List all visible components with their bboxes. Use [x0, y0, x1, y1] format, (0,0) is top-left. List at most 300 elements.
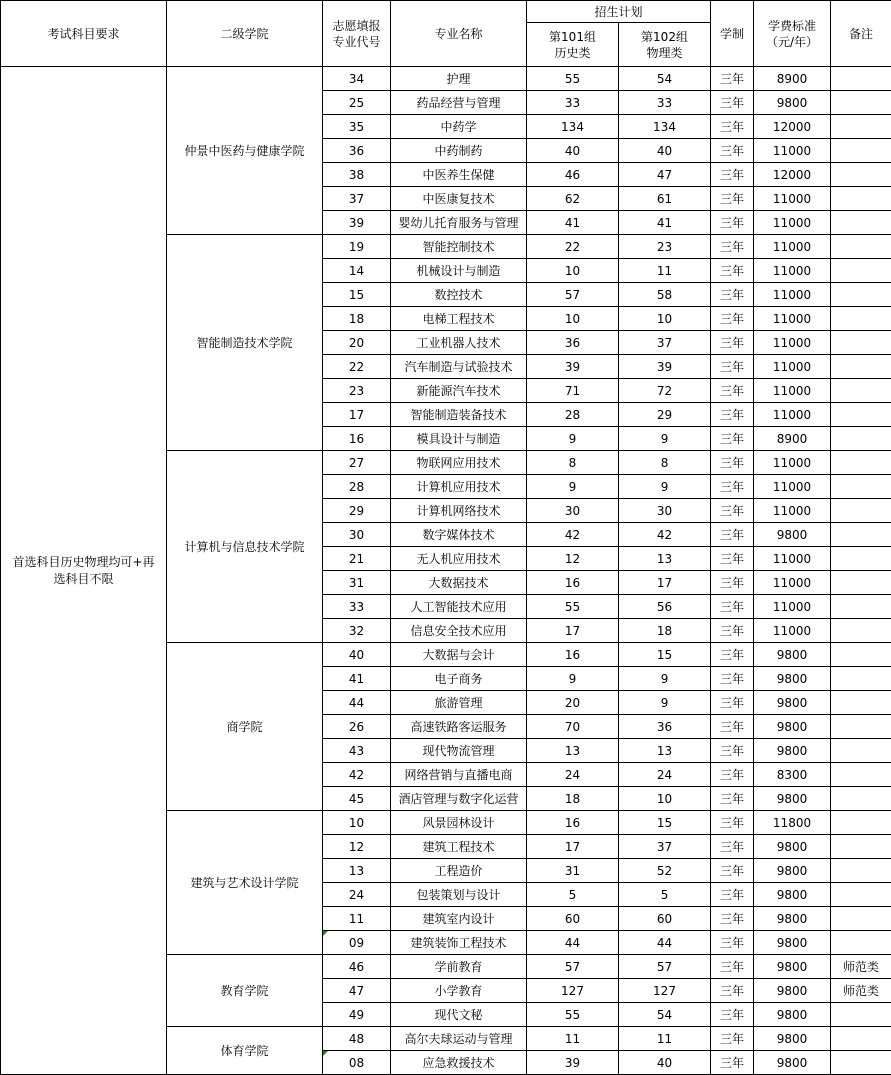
quota-physics-cell: 15 [619, 643, 711, 667]
tuition-fee-cell: 11000 [754, 595, 831, 619]
tuition-fee-cell: 9800 [754, 643, 831, 667]
quota-history-cell: 42 [527, 523, 619, 547]
tuition-fee-cell: 11000 [754, 499, 831, 523]
header-code-line2: 专业代号 [332, 35, 380, 49]
major-name-cell: 高尔夫球运动与管理 [391, 1027, 527, 1051]
header-g102-line2: 物理类 [647, 46, 683, 60]
note-cell: 师范类 [831, 955, 891, 979]
major-name-cell: 网络营销与直播电商 [391, 763, 527, 787]
tuition-fee-cell: 9800 [754, 91, 831, 115]
duration-cell: 三年 [711, 451, 754, 475]
major-code-cell: 46 [323, 955, 391, 979]
quota-history-cell: 9 [527, 475, 619, 499]
quota-physics-cell: 9 [619, 427, 711, 451]
table-header [1, 1, 891, 67]
quota-physics-cell: 58 [619, 283, 711, 307]
major-name-cell: 风景园林设计 [391, 811, 527, 835]
duration-cell: 三年 [711, 211, 754, 235]
note-cell [831, 547, 891, 571]
quota-history-cell: 41 [527, 211, 619, 235]
note-cell [831, 187, 891, 211]
major-name-cell: 信息安全技术应用 [391, 619, 527, 643]
duration-cell: 三年 [711, 547, 754, 571]
header-g101-line2: 历史类 [554, 46, 590, 60]
tuition-fee-cell: 9800 [754, 907, 831, 931]
major-name-cell: 酒店管理与数字化运营 [391, 787, 527, 811]
quota-physics-cell: 9 [619, 475, 711, 499]
header-group-102 [619, 23, 711, 67]
quota-history-cell: 55 [527, 67, 619, 91]
quota-physics-cell: 17 [619, 571, 711, 595]
college-cell: 智能制造技术学院 [167, 235, 323, 451]
note-cell [831, 523, 891, 547]
major-name-cell: 建筑工程技术 [391, 835, 527, 859]
tuition-fee-cell: 9800 [754, 931, 831, 955]
duration-cell: 三年 [711, 595, 754, 619]
comment-flag-icon [323, 931, 328, 936]
major-name-cell: 中药制药 [391, 139, 527, 163]
note-cell [831, 307, 891, 331]
quota-history-cell: 9 [527, 667, 619, 691]
header-plan: 招生计划 [527, 1, 711, 23]
header-fee [754, 1, 831, 67]
duration-cell: 三年 [711, 811, 754, 835]
major-name-cell: 药品经营与管理 [391, 91, 527, 115]
duration-cell: 三年 [711, 67, 754, 91]
tuition-fee-cell: 11000 [754, 547, 831, 571]
major-name-cell: 包装策划与设计 [391, 883, 527, 907]
quota-physics-cell: 40 [619, 139, 711, 163]
duration-cell: 三年 [711, 619, 754, 643]
header-fee-line2: （元/年） [766, 35, 818, 49]
quota-history-cell: 60 [527, 907, 619, 931]
duration-cell: 三年 [711, 691, 754, 715]
major-code-cell [323, 931, 391, 955]
duration-cell: 三年 [711, 955, 754, 979]
quota-physics-cell: 42 [619, 523, 711, 547]
tuition-fee-cell: 11000 [754, 139, 831, 163]
major-name-cell: 模具设计与制造 [391, 427, 527, 451]
quota-history-cell: 30 [527, 499, 619, 523]
tuition-fee-cell: 9800 [754, 979, 831, 1003]
college-cell: 教育学院 [167, 955, 323, 1027]
duration-cell: 三年 [711, 571, 754, 595]
note-cell [831, 115, 891, 139]
tuition-fee-cell: 11000 [754, 307, 831, 331]
header-code [323, 1, 391, 67]
tuition-fee-cell: 11000 [754, 211, 831, 235]
quota-physics-cell: 10 [619, 307, 711, 331]
header-fee-line1: 学费标准 [768, 19, 816, 33]
quota-physics-cell: 9 [619, 691, 711, 715]
tuition-fee-cell: 9800 [754, 523, 831, 547]
major-code-text: 09 [349, 936, 364, 950]
tuition-fee-cell: 9800 [754, 787, 831, 811]
quota-physics-cell: 54 [619, 1003, 711, 1027]
tuition-fee-cell: 11000 [754, 259, 831, 283]
quota-physics-cell: 23 [619, 235, 711, 259]
quota-physics-cell: 9 [619, 667, 711, 691]
note-cell [831, 379, 891, 403]
note-cell [831, 259, 891, 283]
quota-physics-cell: 60 [619, 907, 711, 931]
tuition-fee-cell: 11000 [754, 475, 831, 499]
tuition-fee-cell: 11000 [754, 355, 831, 379]
tuition-fee-cell: 11000 [754, 235, 831, 259]
note-cell [831, 907, 891, 931]
note-cell [831, 1051, 891, 1075]
note-cell [831, 931, 891, 955]
major-name-cell: 数控技术 [391, 283, 527, 307]
note-cell [831, 643, 891, 667]
note-cell [831, 859, 891, 883]
quota-physics-cell: 52 [619, 859, 711, 883]
note-cell [831, 283, 891, 307]
note-cell [831, 1003, 891, 1027]
quota-history-cell: 16 [527, 643, 619, 667]
duration-cell: 三年 [711, 859, 754, 883]
major-code-cell: 38 [323, 163, 391, 187]
college-cell: 体育学院 [167, 1027, 323, 1075]
quota-physics-cell: 11 [619, 1027, 711, 1051]
major-name-cell: 电梯工程技术 [391, 307, 527, 331]
duration-cell: 三年 [711, 499, 754, 523]
tuition-fee-cell: 9800 [754, 883, 831, 907]
quota-history-cell: 39 [527, 1051, 619, 1075]
header-college: 二级学院 [167, 1, 323, 67]
table-row [1, 67, 891, 91]
duration-cell: 三年 [711, 763, 754, 787]
major-name-cell: 新能源汽车技术 [391, 379, 527, 403]
tuition-fee-cell: 11000 [754, 619, 831, 643]
major-code-cell: 39 [323, 211, 391, 235]
major-code-cell: 49 [323, 1003, 391, 1027]
major-name-cell: 高速铁路客运服务 [391, 715, 527, 739]
duration-cell: 三年 [711, 1051, 754, 1075]
duration-cell: 三年 [711, 259, 754, 283]
tuition-fee-cell: 9800 [754, 1027, 831, 1051]
header-duration: 学制 [711, 1, 754, 67]
duration-cell: 三年 [711, 427, 754, 451]
quota-history-cell: 39 [527, 355, 619, 379]
tuition-fee-cell: 11000 [754, 331, 831, 355]
quota-history-cell: 10 [527, 307, 619, 331]
major-code-cell: 13 [323, 859, 391, 883]
duration-cell: 三年 [711, 475, 754, 499]
major-name-cell: 现代文秘 [391, 1003, 527, 1027]
duration-cell: 三年 [711, 523, 754, 547]
duration-cell: 三年 [711, 139, 754, 163]
major-code-cell: 26 [323, 715, 391, 739]
quota-history-cell: 57 [527, 955, 619, 979]
major-name-cell: 中药学 [391, 115, 527, 139]
tuition-fee-cell: 8900 [754, 427, 831, 451]
duration-cell: 三年 [711, 907, 754, 931]
note-cell: 师范类 [831, 979, 891, 1003]
duration-cell: 三年 [711, 403, 754, 427]
quota-physics-cell: 40 [619, 1051, 711, 1075]
major-code-cell: 32 [323, 619, 391, 643]
duration-cell: 三年 [711, 1003, 754, 1027]
major-name-cell: 旅游管理 [391, 691, 527, 715]
note-cell [831, 499, 891, 523]
tuition-fee-cell: 9800 [754, 739, 831, 763]
note-cell [831, 619, 891, 643]
quota-history-cell: 9 [527, 427, 619, 451]
major-name-cell: 学前教育 [391, 955, 527, 979]
quota-history-cell: 40 [527, 139, 619, 163]
quota-physics-cell: 5 [619, 883, 711, 907]
header-code-line1: 志愿填报 [332, 19, 380, 33]
quota-physics-cell: 33 [619, 91, 711, 115]
quota-history-cell: 33 [527, 91, 619, 115]
tuition-fee-cell: 9800 [754, 859, 831, 883]
tuition-fee-cell: 9800 [754, 1051, 831, 1075]
major-name-cell: 建筑室内设计 [391, 907, 527, 931]
college-cell: 计算机与信息技术学院 [167, 451, 323, 643]
tuition-fee-cell: 9800 [754, 955, 831, 979]
quota-history-cell: 5 [527, 883, 619, 907]
note-cell [831, 595, 891, 619]
major-code-cell: 27 [323, 451, 391, 475]
note-cell [831, 739, 891, 763]
quota-physics-cell: 18 [619, 619, 711, 643]
quota-physics-cell: 24 [619, 763, 711, 787]
quota-physics-cell: 54 [619, 67, 711, 91]
duration-cell: 三年 [711, 931, 754, 955]
quota-physics-cell: 13 [619, 547, 711, 571]
major-name-cell: 工程造价 [391, 859, 527, 883]
quota-history-cell: 28 [527, 403, 619, 427]
major-name-cell: 机械设计与制造 [391, 259, 527, 283]
major-name-cell: 现代物流管理 [391, 739, 527, 763]
tuition-fee-cell: 8900 [754, 67, 831, 91]
duration-cell: 三年 [711, 307, 754, 331]
tuition-fee-cell: 9800 [754, 667, 831, 691]
tuition-fee-cell: 11000 [754, 379, 831, 403]
major-code-cell: 44 [323, 691, 391, 715]
quota-physics-cell: 15 [619, 811, 711, 835]
quota-physics-cell: 10 [619, 787, 711, 811]
college-cell: 商学院 [167, 643, 323, 811]
major-name-cell: 工业机器人技术 [391, 331, 527, 355]
major-code-cell: 28 [323, 475, 391, 499]
tuition-fee-cell: 11000 [754, 571, 831, 595]
duration-cell: 三年 [711, 835, 754, 859]
tuition-fee-cell: 11000 [754, 451, 831, 475]
tuition-fee-cell: 9800 [754, 691, 831, 715]
major-name-cell: 无人机应用技术 [391, 547, 527, 571]
major-code-cell: 15 [323, 283, 391, 307]
note-cell [831, 787, 891, 811]
duration-cell: 三年 [711, 739, 754, 763]
quota-history-cell: 134 [527, 115, 619, 139]
major-code-text: 08 [349, 1056, 364, 1070]
quota-history-cell: 16 [527, 571, 619, 595]
quota-physics-cell: 8 [619, 451, 711, 475]
major-code-cell: 23 [323, 379, 391, 403]
header-requirement: 考试科目要求 [1, 1, 167, 67]
quota-physics-cell: 134 [619, 115, 711, 139]
note-cell [831, 763, 891, 787]
quota-physics-cell: 39 [619, 355, 711, 379]
quota-history-cell: 22 [527, 235, 619, 259]
quota-history-cell: 55 [527, 595, 619, 619]
quota-history-cell: 57 [527, 283, 619, 307]
major-code-cell: 48 [323, 1027, 391, 1051]
quota-history-cell: 8 [527, 451, 619, 475]
major-code-cell: 43 [323, 739, 391, 763]
major-code-cell: 42 [323, 763, 391, 787]
quota-history-cell: 36 [527, 331, 619, 355]
quota-history-cell: 24 [527, 763, 619, 787]
quota-physics-cell: 29 [619, 403, 711, 427]
major-code-cell: 12 [323, 835, 391, 859]
major-code-cell: 47 [323, 979, 391, 1003]
note-cell [831, 883, 891, 907]
quota-physics-cell: 41 [619, 211, 711, 235]
major-code-cell: 31 [323, 571, 391, 595]
duration-cell: 三年 [711, 331, 754, 355]
header-g102-line1: 第102组 [641, 30, 688, 44]
note-cell [831, 403, 891, 427]
major-code-cell: 18 [323, 307, 391, 331]
major-name-cell: 计算机应用技术 [391, 475, 527, 499]
major-name-cell: 建筑装饰工程技术 [391, 931, 527, 955]
note-cell [831, 811, 891, 835]
quota-history-cell: 16 [527, 811, 619, 835]
header-g101-line1: 第101组 [549, 30, 596, 44]
major-code-cell: 41 [323, 667, 391, 691]
quota-history-cell: 44 [527, 931, 619, 955]
tuition-fee-cell: 11000 [754, 187, 831, 211]
note-cell [831, 571, 891, 595]
header-note: 备注 [831, 1, 891, 67]
note-cell [831, 331, 891, 355]
duration-cell: 三年 [711, 979, 754, 1003]
major-name-cell: 数字媒体技术 [391, 523, 527, 547]
note-cell [831, 835, 891, 859]
quota-physics-cell: 56 [619, 595, 711, 619]
quota-history-cell: 12 [527, 547, 619, 571]
quota-physics-cell: 61 [619, 187, 711, 211]
major-name-cell: 护理 [391, 67, 527, 91]
major-name-cell: 中医养生保健 [391, 163, 527, 187]
duration-cell: 三年 [711, 91, 754, 115]
tuition-fee-cell: 9800 [754, 835, 831, 859]
major-name-cell: 婴幼儿托育服务与管理 [391, 211, 527, 235]
tuition-fee-cell: 12000 [754, 163, 831, 187]
major-code-cell: 14 [323, 259, 391, 283]
duration-cell: 三年 [711, 235, 754, 259]
major-code-cell: 17 [323, 403, 391, 427]
quota-history-cell: 20 [527, 691, 619, 715]
duration-cell: 三年 [711, 883, 754, 907]
quota-history-cell: 17 [527, 619, 619, 643]
duration-cell: 三年 [711, 283, 754, 307]
quota-history-cell: 62 [527, 187, 619, 211]
duration-cell: 三年 [711, 187, 754, 211]
comment-flag-icon [323, 1051, 328, 1056]
note-cell [831, 1027, 891, 1051]
note-cell [831, 211, 891, 235]
duration-cell: 三年 [711, 787, 754, 811]
quota-physics-cell: 13 [619, 739, 711, 763]
major-code-cell: 11 [323, 907, 391, 931]
tuition-fee-cell: 8300 [754, 763, 831, 787]
quota-physics-cell: 37 [619, 835, 711, 859]
major-code-cell: 22 [323, 355, 391, 379]
major-name-cell: 汽车制造与试验技术 [391, 355, 527, 379]
quota-physics-cell: 30 [619, 499, 711, 523]
duration-cell: 三年 [711, 667, 754, 691]
major-name-cell: 物联网应用技术 [391, 451, 527, 475]
college-cell: 仲景中医药与健康学院 [167, 67, 323, 235]
major-code-cell: 37 [323, 187, 391, 211]
duration-cell: 三年 [711, 115, 754, 139]
duration-cell: 三年 [711, 715, 754, 739]
major-name-cell: 智能控制技术 [391, 235, 527, 259]
quota-history-cell: 13 [527, 739, 619, 763]
duration-cell: 三年 [711, 379, 754, 403]
table-body [1, 67, 891, 1075]
note-cell [831, 163, 891, 187]
requirement-cell: 首选科目历史物理均可+再选科目不限 [1, 67, 167, 1075]
major-name-cell: 大数据技术 [391, 571, 527, 595]
note-cell [831, 355, 891, 379]
quota-physics-cell: 11 [619, 259, 711, 283]
major-name-cell: 计算机网络技术 [391, 499, 527, 523]
quota-history-cell: 11 [527, 1027, 619, 1051]
header-major: 专业名称 [391, 1, 527, 67]
major-code-cell: 34 [323, 67, 391, 91]
major-code-cell: 36 [323, 139, 391, 163]
tuition-fee-cell: 11000 [754, 283, 831, 307]
major-code-cell: 21 [323, 547, 391, 571]
note-cell [831, 235, 891, 259]
major-code-cell [323, 1051, 391, 1075]
quota-physics-cell: 127 [619, 979, 711, 1003]
header-group-101 [527, 23, 619, 67]
quota-history-cell: 17 [527, 835, 619, 859]
major-name-cell: 人工智能技术应用 [391, 595, 527, 619]
duration-cell: 三年 [711, 1027, 754, 1051]
major-code-cell: 10 [323, 811, 391, 835]
major-code-cell: 20 [323, 331, 391, 355]
major-name-cell: 应急救援技术 [391, 1051, 527, 1075]
quota-history-cell: 71 [527, 379, 619, 403]
quota-history-cell: 31 [527, 859, 619, 883]
tuition-fee-cell: 9800 [754, 1003, 831, 1027]
major-code-cell: 16 [323, 427, 391, 451]
quota-physics-cell: 57 [619, 955, 711, 979]
note-cell [831, 427, 891, 451]
major-code-cell: 30 [323, 523, 391, 547]
note-cell [831, 691, 891, 715]
tuition-fee-cell: 11800 [754, 811, 831, 835]
major-name-cell: 大数据与会计 [391, 643, 527, 667]
note-cell [831, 667, 891, 691]
note-cell [831, 451, 891, 475]
major-name-cell: 中医康复技术 [391, 187, 527, 211]
duration-cell: 三年 [711, 163, 754, 187]
major-code-cell: 45 [323, 787, 391, 811]
quota-history-cell: 55 [527, 1003, 619, 1027]
college-cell: 建筑与艺术设计学院 [167, 811, 323, 955]
major-code-cell: 33 [323, 595, 391, 619]
major-code-cell: 35 [323, 115, 391, 139]
tuition-fee-cell: 9800 [754, 715, 831, 739]
